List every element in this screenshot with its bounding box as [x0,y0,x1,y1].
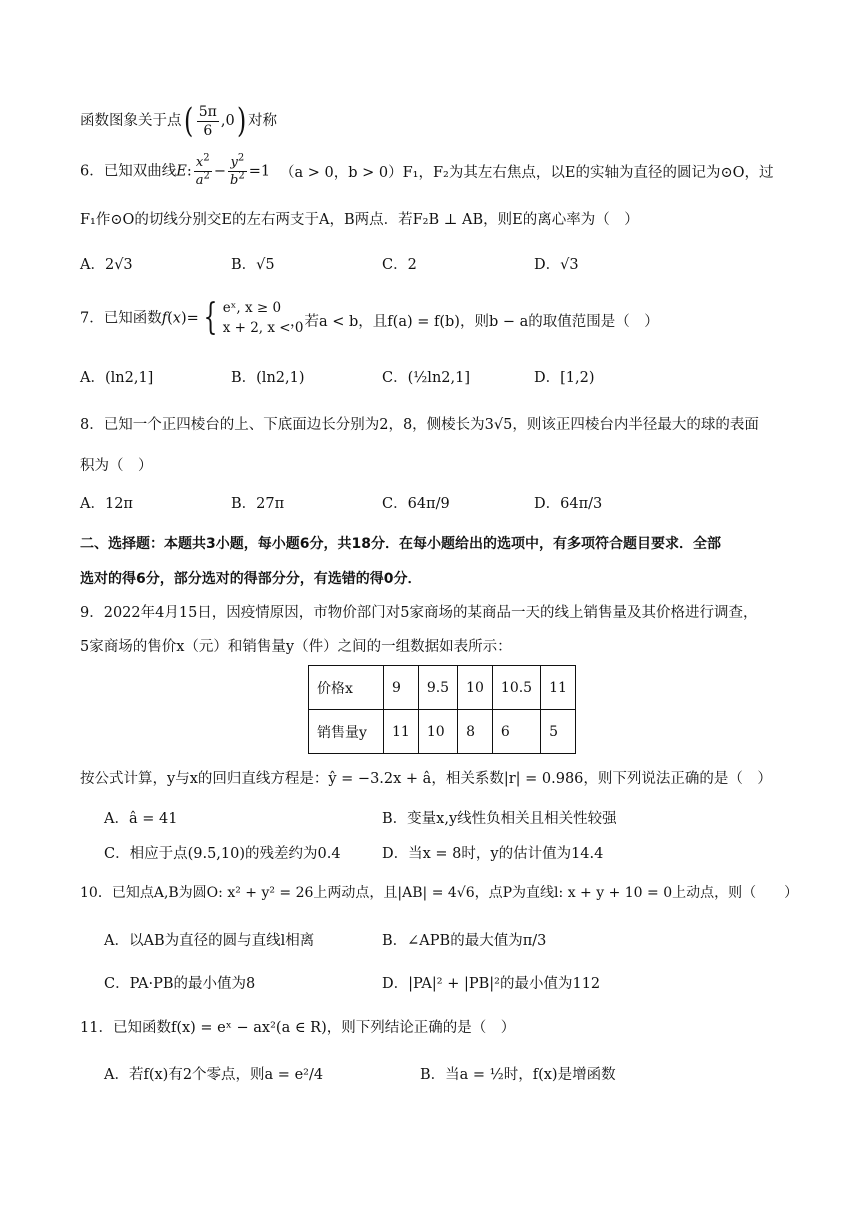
table-cell: 10.5 [492,666,540,710]
q7-option-c: C．(½ln2,1] [382,370,470,386]
q6-option-d: D．√3 [534,257,579,273]
q9-option-d: D．当x = 8时，y的估计值为14.4 [382,846,604,862]
q8-option-b: B．27π [231,496,285,512]
table-cell: 价格x [309,666,384,710]
question-6-line-1: 6．已知双曲线E: $\frac{x^2}{a^2}$ − $\frac{y^2}{b^2}$ =1 [80,152,271,188]
q6-option-c: C．2 [382,257,417,273]
table-cell: 11 [541,666,576,710]
q10-option-b: B．∠APB的最大值为π/3 [382,933,547,949]
q10-number: 10． [80,885,112,901]
q10-text-a: 已知点A,B为圆O: x² + y² = 26上两动点，且|AB| = 4√6，点P为直线l: x + y + 10 = 0上动点，则（ ） [111,885,799,901]
q10-option-d: D．|PA|² + |PB|²的最小值为112 [382,976,601,992]
line-1-end: 对称 [247,113,277,129]
table-cell: 6 [492,710,540,754]
line-1-text: 函数图象关于点 [80,113,182,129]
data-table [308,665,576,754]
q7-option-b: B．(ln2,1) [231,370,305,386]
question-7-line-1: 7．已知函数f(x)= { eˣ, x ≥ 0 x + 2, x < 0 [80,297,304,339]
table-cell: 5 [541,710,576,754]
q11-number: 11． [80,1020,113,1036]
q8-text-a: 已知一个正四棱台的上、下底面边长分别为2，8，侧棱长为3√5，则该正四棱台内半径最大的球的表面 [103,417,759,433]
q9-text-c: 按公式计算，y与x的回归直线方程是：ŷ = −3.2x + â，相关系数|r| = 0.986，则下列说法正确的是（ ） [80,771,772,787]
continuation-line: 函数图象关于点( $\frac{5\pi}{6}$ ,0) 对称 [80,101,277,141]
q7-case-1: eˣ, x ≥ 0 [222,300,282,316]
q6-text-b: （a > 0，b > 0）F₁，F₂为其左右焦点，以E的实轴为直径的圆记为⊙O，过 [280,165,774,181]
q7-text-b: ，若a < b，且f(a) = f(b)，则b − a的取值范围是（ ） [290,314,659,330]
q8-text-b: 积为（ ） [80,458,153,474]
table-cell: 11 [384,710,419,754]
q8-option-a: A．12π [80,496,133,512]
q7-text-a: 已知函数 [103,310,162,327]
table-cell: 8 [458,710,493,754]
q7-case-2: x + 2, x < 0 [222,320,304,337]
question-9-line-1 [80,606,758,621]
q9-option-a: A．â = 41 [104,811,178,827]
table-cell: 销售量y [309,710,384,754]
table-cell: 9.5 [418,666,457,710]
q10-option-c: C．PA·PB的最小值为8 [104,976,256,992]
section-2-line-a: 二、选择题：本题共3小题，每小题6分，共18分．在每小题给出的选项中，有多项符合题目要求．全部 [80,536,721,552]
question-11-line-1 [80,1021,515,1036]
section-2-line-b: 选对的得6分，部分选对的得部分分，有选错的得0分． [80,571,422,587]
q6-option-b: B．√5 [231,257,275,273]
q11-option-a: A．若f(x)有2个零点，则a = e²/4 [104,1067,324,1083]
q9-number: 9． [80,605,104,621]
q6-option-a: A．2√3 [80,257,133,273]
question-8-line-1 [80,418,759,433]
q11-text-a: 已知函数f(x) = eˣ − ax²(a ∈ R)，则下列结论正确的是（ ） [112,1020,516,1036]
q9-option-b: B．变量x,y线性负相关且相关性较强 [382,811,617,827]
q8-option-c: C．64π/9 [382,496,450,512]
q6-text-c: F₁作⊙O的切线分别交E的左右两支于A，B两点．若F₂B ⊥ AB，则E的离心率为（ ） [80,212,639,228]
table-cell: 10 [418,710,457,754]
q7-option-a: A．(ln2,1] [80,370,154,386]
question-10-line-1 [80,886,798,900]
q7-number: 7． [80,310,104,327]
q11-option-b: B．当a = ½时，f(x)是增函数 [420,1067,616,1083]
q9-text-b: 5家商场的售价x（元）和销售量y（件）之间的一组数据如表所示： [80,639,512,655]
q7-option-d: D．[1,2) [534,370,595,386]
table-cell: 10 [458,666,493,710]
q10-option-a: A．以AB为直径的圆与直线l相离 [104,933,315,949]
table-row [309,710,576,754]
q8-number: 8． [80,417,104,433]
q6-number: 6． [80,163,104,180]
q8-option-d: D．64π/3 [534,496,603,512]
table-cell: 9 [384,666,419,710]
q6-text-a: 已知双曲线 [103,163,177,180]
table-row [309,666,576,710]
q9-option-c: C．相应于点(9.5,10)的残差约为0.4 [104,846,341,862]
q9-text-a: 2022年4月15日，因疫情原因，市物价部门对5家商场的某商品一天的线上销售量及其价格进行调查， [103,605,758,621]
